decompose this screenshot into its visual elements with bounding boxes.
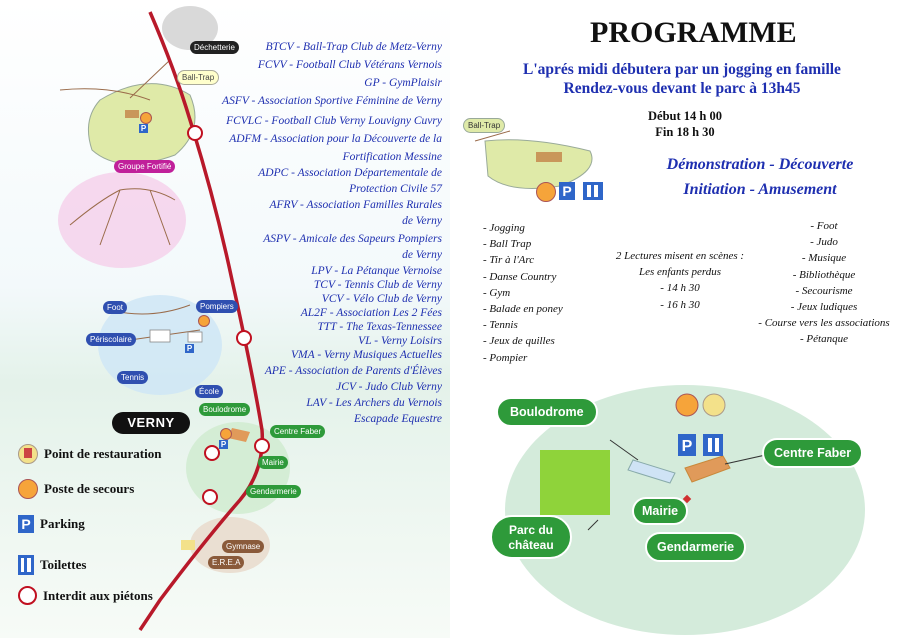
label-pompiers[interactable]: Pompiers [196, 300, 238, 313]
parc-line: château [508, 538, 554, 552]
association-line: ASPV - Amicale des Sapeurs Pompiers [263, 233, 442, 245]
legend-label: Point de restauration [44, 446, 162, 461]
activity-item: - Danse Country [483, 270, 557, 283]
legend-label: Poste de secours [44, 481, 135, 496]
legend-no-pedestrian [18, 586, 153, 605]
toilets-icon [703, 434, 723, 456]
restaurant-icon [18, 444, 38, 464]
page-title: PROGRAMME [590, 16, 797, 49]
first-aid-icon [198, 315, 210, 327]
restaurant-point [181, 540, 195, 550]
association-line: AL2F - Association Les 2 Fées [300, 307, 442, 319]
activity-item: - Jeux de quilles [483, 335, 555, 348]
restaurant-icon [703, 394, 725, 416]
no-pedestrian-icon [18, 586, 37, 605]
schedule-hours [620, 108, 750, 140]
activity-item: - Pétanque [800, 333, 848, 346]
activity-item: - Course vers les associations [758, 317, 890, 330]
first-aid-icon [140, 112, 152, 124]
association-line: de Verny [402, 249, 442, 261]
zoom-label-mairie[interactable]: Mairie [632, 497, 688, 525]
association-line: ASFV - Association Sportive Féminine de Verny [222, 95, 442, 107]
town-name: VERNY [112, 412, 190, 434]
intro-line: Rendez-vous devant le parc à 13h45 [563, 80, 801, 97]
association-line: ADFM - Association pour la Découverte de la [229, 133, 442, 145]
label-erea[interactable]: E.R.E.A [208, 556, 244, 569]
label-foot[interactable]: Foot [103, 301, 127, 314]
fortification-zone [58, 172, 186, 268]
activity-item: - Foot [810, 220, 838, 232]
association-line: APE - Association de Parents d'Élèves [264, 365, 442, 377]
association-line: GP - GymPlaisir [364, 77, 442, 89]
label-mairie[interactable]: Mairie [258, 456, 288, 469]
activity-item: - Secourisme [795, 284, 853, 297]
intro-text [472, 60, 892, 98]
label-groupe-fortifie[interactable]: Groupe Fortifié [114, 160, 175, 173]
zoom-label-parc[interactable] [490, 515, 572, 559]
association-line: VCV - Vélo Club de Verny [321, 293, 442, 305]
parking-letter: P [681, 438, 693, 455]
readings [605, 248, 755, 313]
activity-item: - Pompier [483, 351, 528, 364]
activity-item: - Balade en poney [483, 303, 563, 316]
association-line: TTT - The Texas-Tennessee [317, 321, 442, 333]
association-line: FCVV - Football Club Vétérans Vernois [257, 59, 442, 71]
activity-item: - Musique [801, 252, 847, 265]
parking-icon: P [559, 182, 575, 200]
label-centre-faber[interactable]: Centre Faber [270, 425, 325, 438]
label-gymnase[interactable]: Gymnase [222, 540, 264, 553]
toilets-figure [708, 438, 712, 452]
association-line: VMA - Verny Musiques Actuelles [291, 349, 442, 361]
association-line: TCV - Tennis Club de Verny [313, 279, 442, 291]
label-gendarmerie[interactable]: Gendarmerie [246, 485, 301, 498]
toilets-icon [583, 182, 603, 200]
association-line: Protection Civile 57 [349, 183, 442, 195]
activity-item: - Ball Trap [483, 238, 532, 251]
legend-label: Parking [40, 516, 85, 531]
parking-icon: P [220, 440, 227, 449]
toilets-icon [18, 555, 34, 575]
readings-line: - 16 h 30 [660, 298, 700, 311]
first-aid-icon [676, 394, 698, 416]
readings-line: 2 Lectures misent en scènes : [615, 250, 745, 262]
association-line: VL - Verny Loisirs [358, 335, 442, 347]
legend-first-aid [18, 479, 134, 499]
building [125, 110, 139, 118]
theme-line: Initiation - Amusement [683, 181, 837, 198]
readings-line: Les enfants perdus [638, 266, 722, 279]
intro-line: L'aprés midi débutera par un jogging en famille [523, 61, 841, 78]
parc-du-chateau-area [540, 450, 610, 515]
legend-restaurant [18, 444, 161, 464]
label-periscolaire[interactable]: Périscolaire [86, 333, 136, 346]
association-line: Escapade Equestre [353, 413, 442, 425]
activity-item: - Tennis [483, 319, 518, 332]
first-aid-icon [220, 428, 232, 440]
toilets-figure [715, 438, 719, 452]
activity-item: - Bibliothèque [792, 268, 856, 281]
activities-left [483, 220, 563, 366]
activity-item: - Jeux ludiques [790, 301, 858, 314]
parking-icon: P [18, 515, 34, 533]
activity-item: - Jogging [483, 222, 525, 234]
legend-label: Toilettes [40, 557, 87, 572]
first-aid-icon [536, 182, 556, 202]
start-time: Début 14 h 00 [648, 109, 722, 123]
theme-line: Démonstration - Découverte [666, 156, 854, 173]
end-time: Fin 18 h 30 [655, 125, 715, 139]
label-ecole[interactable]: École [195, 385, 223, 398]
association-line: LAV - Les Archers du Vernois [306, 397, 442, 409]
themes [620, 152, 900, 202]
activity-item: - Judo [810, 236, 838, 249]
association-line: BTCV - Ball-Trap Club de Metz-Verny [265, 41, 442, 53]
activity-item: - Tir à l'Arc [483, 254, 535, 267]
association-line: FCVLC - Football Club Verny Louvigny Cuvry [226, 115, 442, 127]
label-boulodrome[interactable]: Boulodrome [199, 403, 250, 416]
parc-line: Parc du [508, 523, 553, 537]
building [150, 330, 170, 342]
first-aid-icon [18, 479, 38, 499]
parking-icon: P [186, 344, 193, 353]
association-line: ADPC - Association Départementale de [258, 167, 442, 179]
activity-item: - Gym [483, 286, 511, 299]
association-line: JCV - Judo Club Verny [336, 381, 442, 393]
association-line: Fortification Messine [342, 151, 442, 163]
label-dechetterie[interactable]: Déchetterie [190, 41, 239, 54]
label-tennis[interactable]: Tennis [117, 371, 148, 384]
parking-icon: P [140, 124, 147, 133]
legend-parking [18, 515, 85, 533]
zoom-label-boulodrome[interactable]: Boulodrome [496, 397, 598, 427]
legend-label: Interdit aux piétons [43, 587, 153, 603]
label-balltrap[interactable]: Ball-Trap [177, 70, 219, 85]
inset-label-balltrap[interactable]: Ball-Trap [463, 118, 505, 133]
legend-toilets [18, 555, 86, 575]
building [188, 332, 202, 342]
association-line: de Verny [402, 215, 442, 227]
zoom-label-centre-faber[interactable]: Centre Faber [762, 438, 863, 468]
association-line: AFRV - Association Familles Rurales [269, 199, 442, 211]
zoom-label-gendarmerie[interactable]: Gendarmerie [645, 532, 746, 562]
activities-right [748, 218, 900, 348]
readings-line: - 14 h 30 [660, 282, 700, 295]
association-line: LPV - La Pétanque Vernoise [311, 265, 442, 277]
